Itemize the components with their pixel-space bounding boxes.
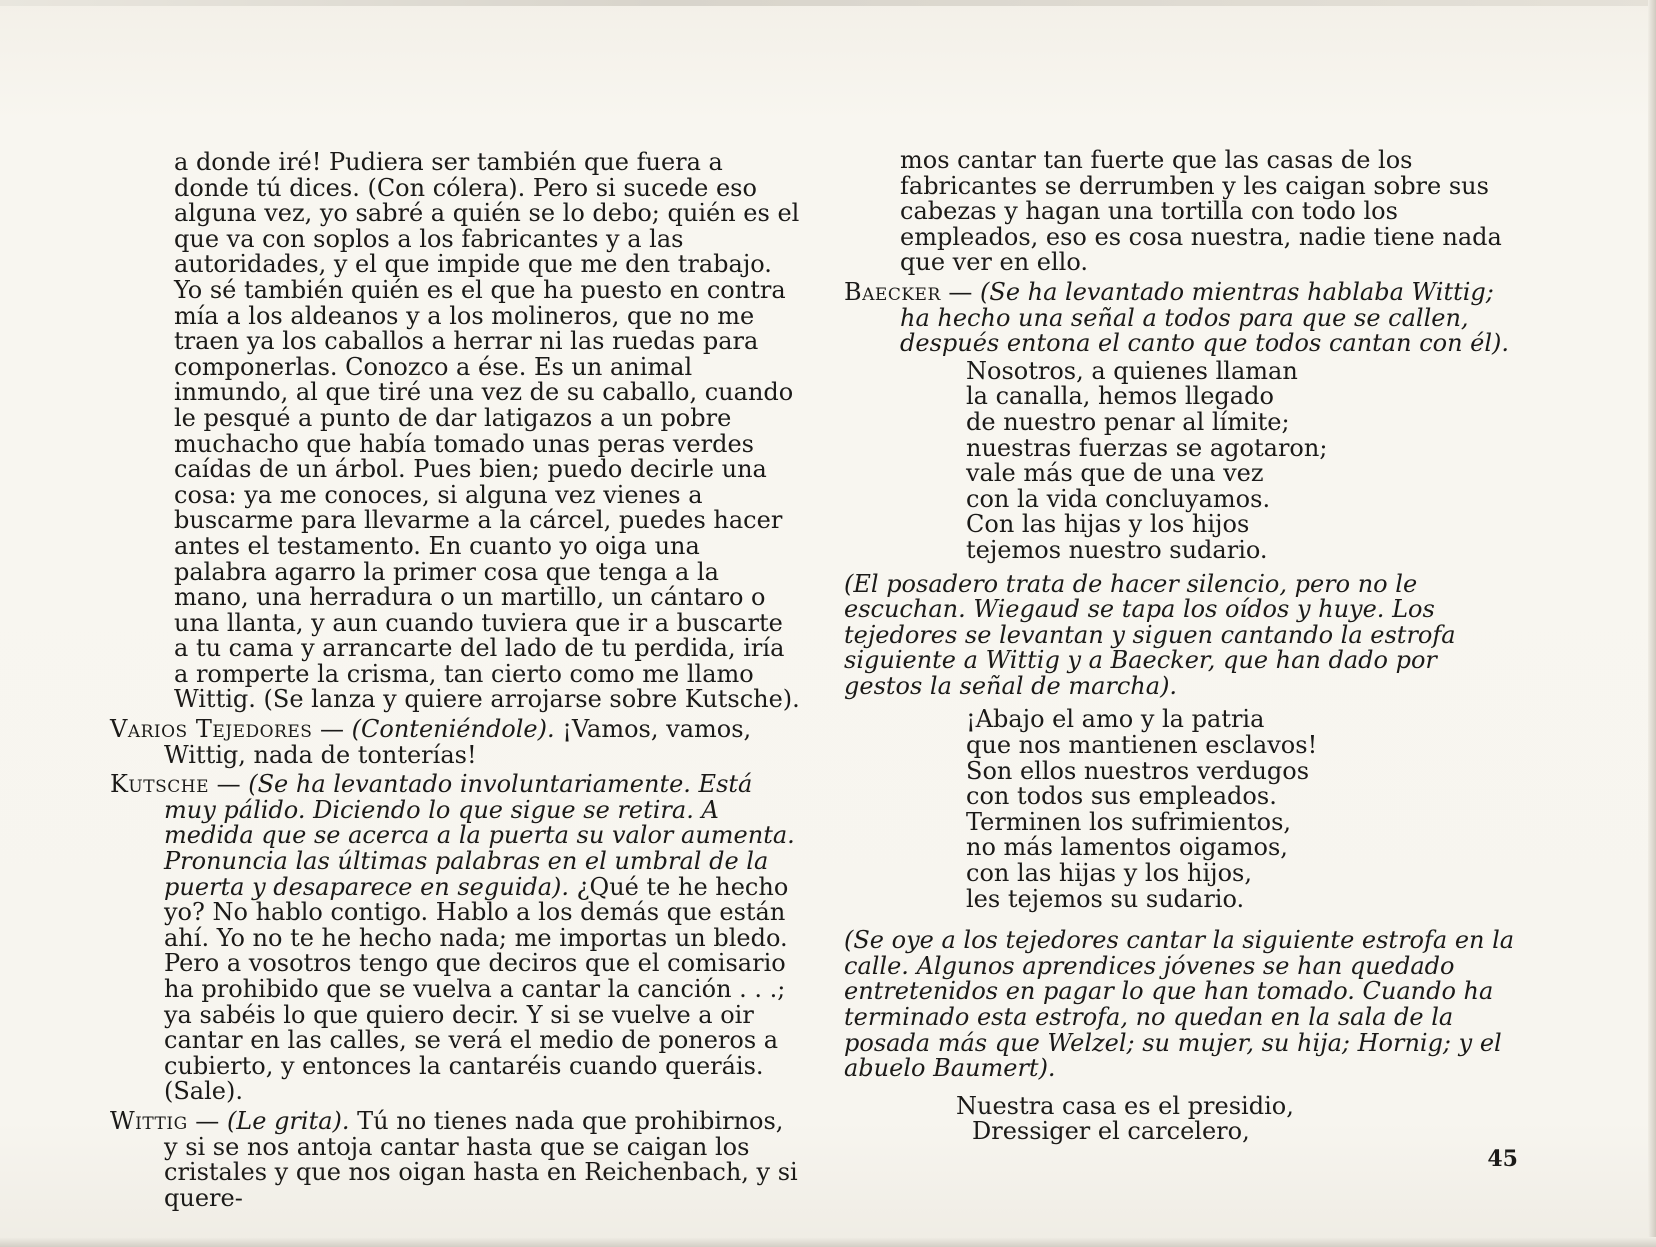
verse-stanza-2 — [844, 707, 1520, 912]
verse-stanza-1 — [844, 356, 1520, 564]
verse-line: Nosotros, a quienes llaman — [966, 356, 1298, 385]
verse-line: que nos mantienen esclavos! — [966, 731, 1318, 760]
speech-kutsche — [110, 772, 800, 1105]
right-column — [844, 148, 1520, 1145]
verse-line: Dressiger el carcelero, — [972, 1117, 1250, 1146]
stage-direction: (Se ha levantado involuntariamente. Está muy pálido. Diciendo lo que sigue se retira. A medida que se acerca a la puerta su valor aumenta. Pronuncia las últimas palabras en el umbral de la puerta y desaparece en seguida). — [164, 770, 795, 901]
verse-line: ¡Abajo el amo y la patria — [966, 705, 1265, 734]
page-top-edge — [0, 0, 1656, 6]
verse-stanza-3 — [844, 1091, 1520, 1146]
verse-line: con la vida concluyamos. — [966, 484, 1271, 513]
speaker-name: Wittig — [110, 1106, 188, 1135]
speech-baecker — [844, 277, 1520, 358]
verse-line: Nuestra casa es el presidio, — [956, 1091, 1294, 1120]
verse-line: tejemos nuestro sudario. — [966, 535, 1268, 564]
stage-note: (El posadero trata de hacer silencio, pero no le escuchan. Wiegaud se tapa los oídos y huye. Los tejedores se levantan y siguen cantando la estrofa siguiente a Wittig y a Baecker, que han dado por gestos la señal de marcha). — [844, 569, 1456, 700]
verse-line: nuestras fuerzas se agotaron; — [966, 433, 1328, 462]
continuation-paragraph: a donde iré! Pudiera ser también que fuera a donde tú dices. (Con cólera). Pero si sucede eso alguna vez, yo sabré a quién se lo debo; quién es el que va con soplos a los fabricantes y a las autoridades, y el que impide que me den trabajo. Yo sé también quién es el que ha puesto en contra mía a los aldeanos y a los molineros, que no me traen ya los caballos a herrar ni las ruedas para componerlas. Conozco a ése. Es un animal inmundo, al que tiré una vez de su caballo, cuando le pesqué a punto de dar latigazos a un pobre muchacho que había tomado unas peras verdes caídas de un árbol. Pues bien; puedo decirle una cosa: ya me conoces, si alguna vez vienes a buscarme para llevarme a la cárcel, puedes hacer antes el testamento. En cuanto yo oiga una palabra agarro la primer cosa que tenga a la mano, una herradura o un martillo, un cántaro o una llanta, y aun cuando tuviera que ir a buscarte a tu cama y arrancarte del lado de tu perdida, iría a romperte la crisma, tan cierto como me llamo Wittig. (Se lanza y quiere arrojarse sobre Kutsche). — [174, 148, 800, 714]
verse-line: no más lamentos oigamos, — [966, 833, 1288, 862]
speaker-name: Kutsche — [110, 770, 209, 799]
verse-line: vale más que de una vez — [966, 459, 1264, 488]
speech-text: ¿Qué te he hecho yo? No hablo contigo. Hablo a los demás que están ahí. Yo no te he hecho nada; me importas un bledo. Pero a vosotros tengo que deciros que el comisario ha prohibido que se vuelva a cantar la canción . . .; ya sabéis lo que quiero decir. Y si se vuelve a oir cantar en las calles, se verá el medio de poneros a cubierto, y entonces la cantaréis cuando queráis. (Sale). — [164, 872, 789, 1106]
speech-varios-tejedores — [110, 717, 800, 768]
verse-line: Con las hijas y los hijos — [966, 510, 1250, 539]
verse-line: de nuestro penar al límite; — [966, 407, 1290, 436]
stage-direction: (Conteniéndole). — [351, 715, 555, 744]
verse-line: con las hijas y los hijos, — [966, 859, 1252, 888]
verse-line: la canalla, hemos llegado — [966, 382, 1274, 411]
speaker-name: Varios Tejedores — [110, 715, 313, 744]
speaker-dash: — — [208, 770, 249, 799]
verse-line: Son ellos nuestros verdugos — [966, 756, 1310, 785]
verse-line: Terminen los sufrimientos, — [966, 807, 1292, 836]
speaker-dash: — — [312, 715, 352, 744]
verse-line: con todos sus empleados. — [966, 782, 1277, 811]
stage-note: (Se oye a los tejedores cantar la siguiente estrofa en la calle. Algunos aprendices jóvenes se han quedado entretenidos en pagar lo que han tomado. Cuando ha terminado esta estrofa, no quedan en la sala de la posada más que Welzel; su mujer, su hija; Hornig; y el abuelo Baumert). — [844, 926, 1515, 1083]
speaker-dash: — — [187, 1106, 227, 1135]
speech-text: Tú no tienes nada que prohibirnos, y si se nos antoja cantar hasta que se caigan los cristales y que nos oigan hasta en Reichenbach, y si quere- — [164, 1106, 798, 1212]
stage-direction: (Le grita). — [226, 1106, 350, 1135]
page-bottom-edge — [0, 1237, 1656, 1247]
page-right-edge — [1648, 0, 1656, 1247]
page-number: 45 — [1487, 1146, 1518, 1172]
speech-wittig — [110, 1106, 800, 1212]
stage-direction: (Se ha levantado mientras hablaba Wittig; ha hecho una señal a todos para que se callen, después entona el canto que todos cantan con él). — [900, 277, 1510, 358]
speaker-dash: — — [940, 277, 981, 306]
left-column — [110, 150, 800, 1211]
speaker-name: Baecker — [844, 277, 941, 306]
speech-text: ¡Vamos, vamos, Wittig, nada de tonterías! — [164, 715, 752, 769]
continuation-paragraph: mos cantar tan fuerte que las casas de los fabricantes se derrumben y les caigan sobre sus cabezas y hagan una tortilla con todo los empleados, eso es cosa nuestra, nadie tiene nada que ver en ello. — [900, 146, 1502, 277]
verse-line: les tejemos su sudario. — [966, 884, 1245, 913]
